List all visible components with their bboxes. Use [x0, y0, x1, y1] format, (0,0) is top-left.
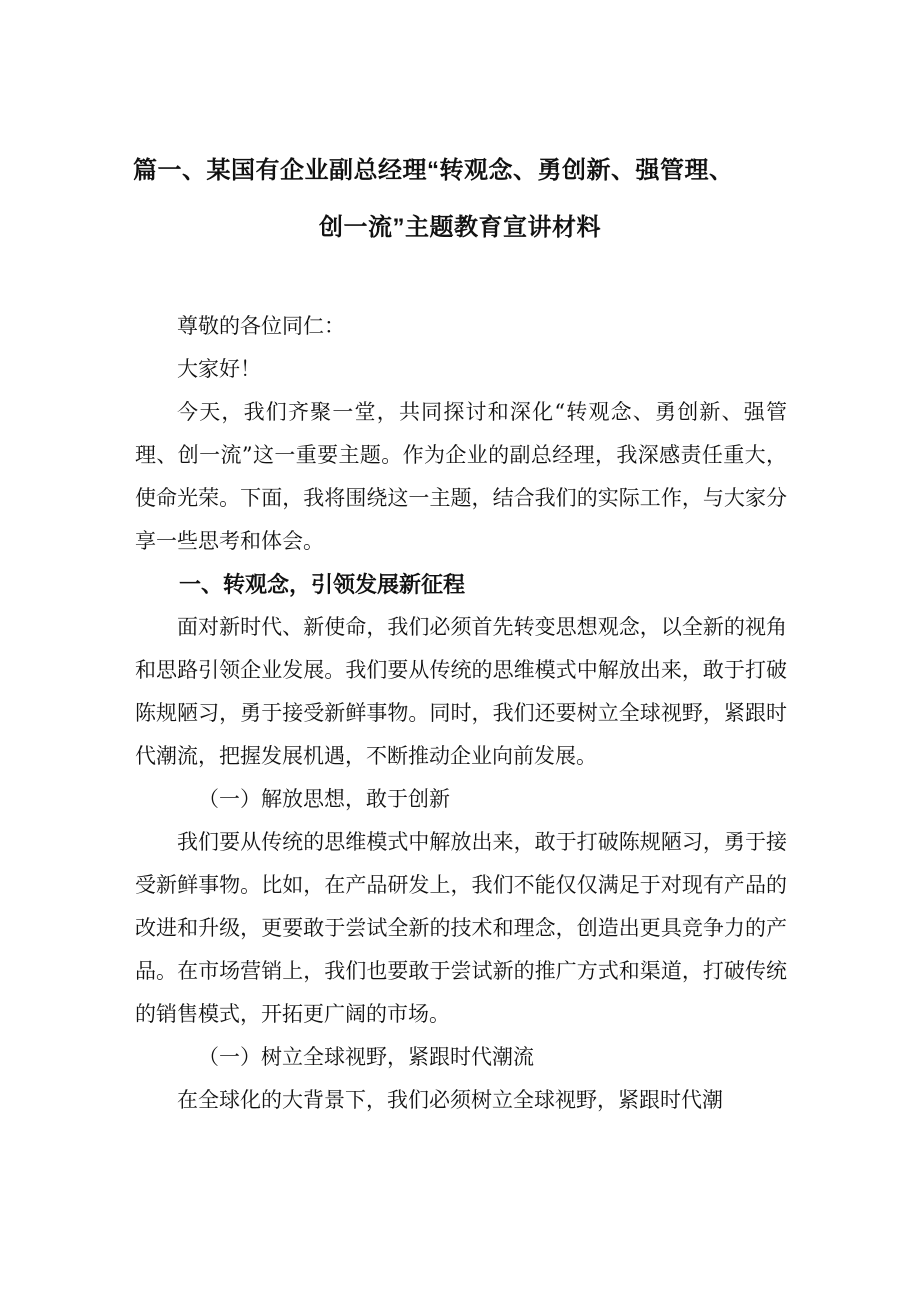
intro-paragraph: 今天，我们齐聚一堂，共同探讨和深化“转观念、勇创新、强管理、创一流”这一重要主题。作为企业的副总经理，我深感责任重大，使命光荣。下面，我将围绕这一主题，结合我们的实际工作，与大家分享一些思考和体会。: [135, 400, 787, 553]
subsection-2-heading: （一）树立全球视野，紧跟时代潮流: [198, 1045, 534, 1069]
document-title-line-1: 篇一、某国有企业副总经理“转观念、勇创新、强管理、: [133, 157, 734, 184]
document-title-line-2: 创一流”主题教育宣讲材料: [319, 214, 601, 241]
document-body: [135, 305, 787, 1122]
subsection-1-heading: （一）解放思想，敢于创新: [198, 787, 450, 811]
subsection-1-paragraph: 我们要从传统的思维模式中解放出来，敢于打破陈规陋习，勇于接受新鲜事物。比如，在产品研发上，我们不能仅仅满足于对现有产品的改进和升级，更要敢于尝试全新的技术和理念，创造出更具竞争力的产品。在市场营销上，我们也要敢于尝试新的推广方式和渠道，打破传统的销售模式，开拓更广阔的市场。: [135, 830, 787, 1026]
subsection-2-paragraph: 在全球化的大背景下，我们必须树立全球视野，紧跟时代潮: [177, 1088, 723, 1112]
section-1-paragraph: 面对新时代、新使命，我们必须首先转变思想观念，以全新的视角和思路引领企业发展。我们要从传统的思维模式中解放出来，敢于打破陈规陋习，勇于接受新鲜事物。同时，我们还要树立全球视野，紧跟时代潮流，把握发展机遇，不断推动企业向前发展。: [135, 615, 787, 768]
salutation: 尊敬的各位同仁：: [177, 314, 345, 338]
section-1-heading: 一、转观念，引领发展新征程: [179, 572, 466, 597]
greeting: 大家好！: [177, 357, 261, 381]
